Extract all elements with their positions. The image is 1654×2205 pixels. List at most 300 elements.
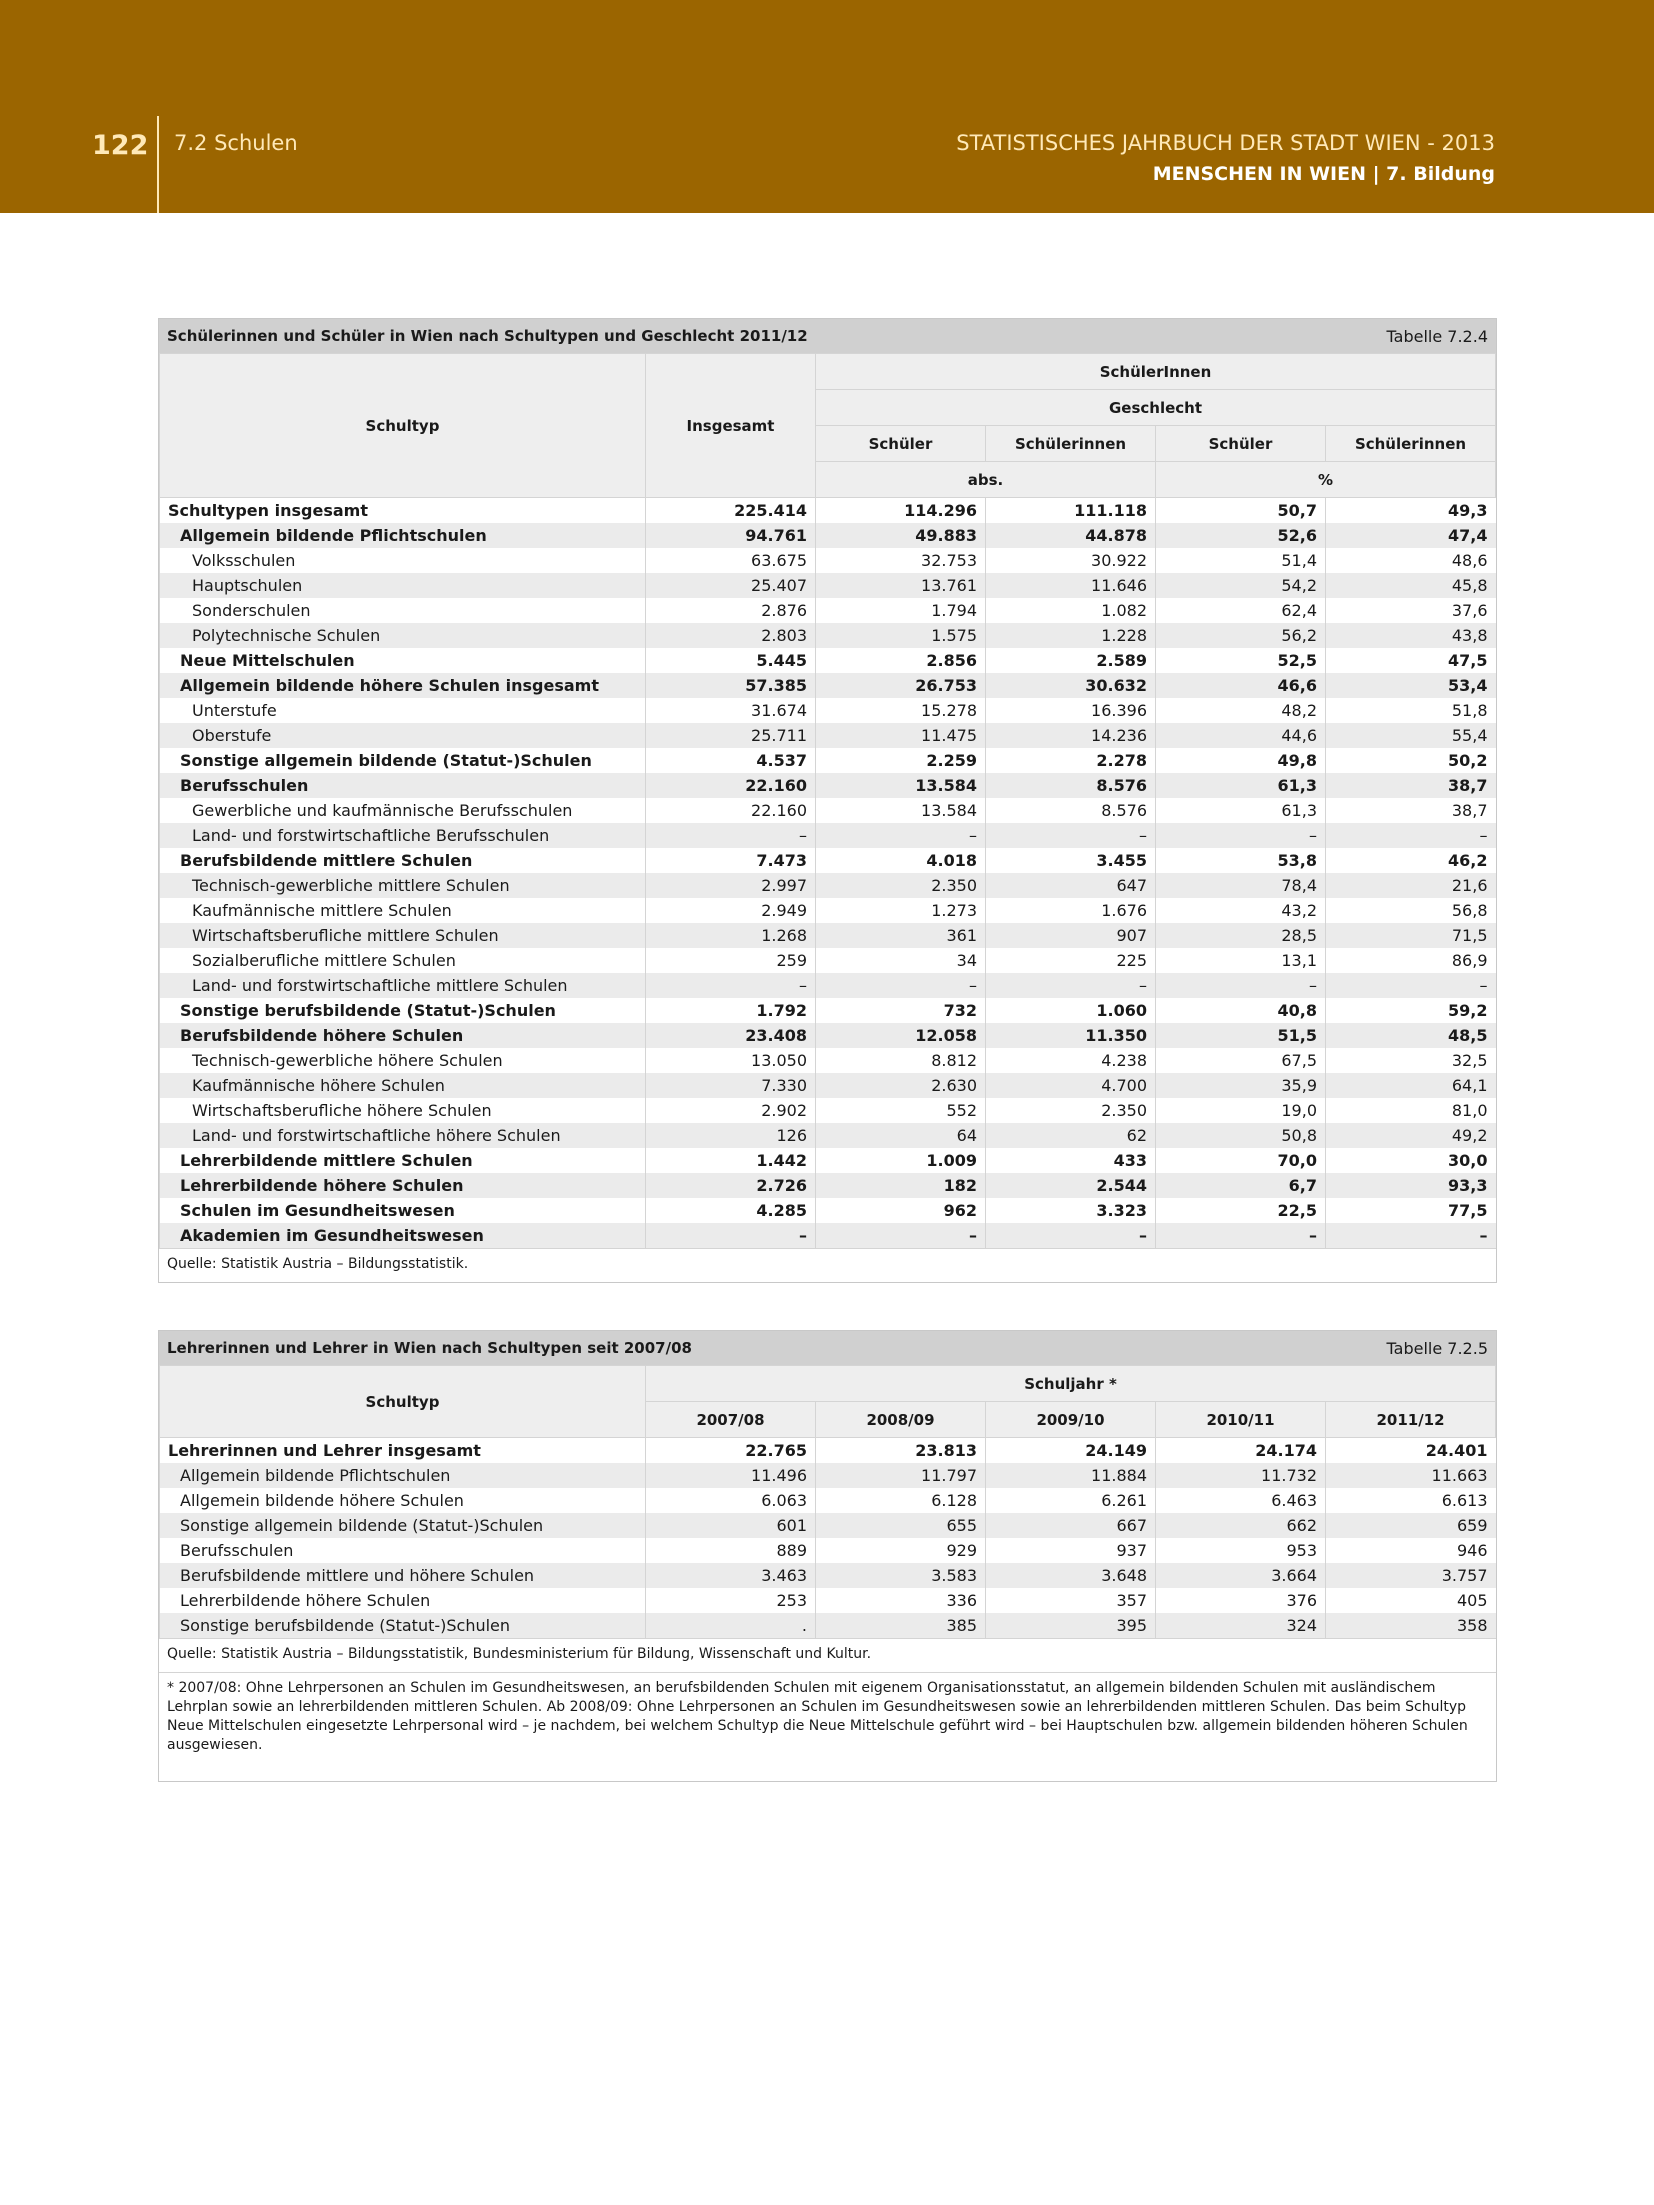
- cell-value: 44.878: [986, 523, 1156, 548]
- cell-value: 40,8: [1156, 998, 1326, 1023]
- cell-value: 1.794: [816, 598, 986, 623]
- row-label: Oberstufe: [160, 723, 646, 748]
- cell-value: 51,8: [1326, 698, 1496, 723]
- table-row: [160, 1538, 1496, 1563]
- cell-value: 47,4: [1326, 523, 1496, 548]
- cell-value: 25.711: [646, 723, 816, 748]
- cell-value: 601: [646, 1513, 816, 1538]
- col-header-year: 2008/09: [816, 1402, 986, 1438]
- cell-value: 937: [986, 1538, 1156, 1563]
- table-row: [160, 898, 1496, 923]
- row-label: Lehrerbildende höhere Schulen: [160, 1173, 646, 1198]
- row-label: Berufsbildende mittlere Schulen: [160, 848, 646, 873]
- cell-value: 6.463: [1156, 1488, 1326, 1513]
- cell-value: 946: [1326, 1538, 1496, 1563]
- row-label: Sonstige berufsbildende (Statut-)Schulen: [160, 1613, 646, 1638]
- cell-value: 11.475: [816, 723, 986, 748]
- cell-value: 46,6: [1156, 673, 1326, 698]
- col-header-insgesamt: Insgesamt: [646, 354, 816, 498]
- table-row: [160, 1563, 1496, 1588]
- cell-value: 929: [816, 1538, 986, 1563]
- table-row: [160, 1223, 1496, 1248]
- table-row: [160, 873, 1496, 898]
- cell-value: 2.726: [646, 1173, 816, 1198]
- cell-value: 57.385: [646, 673, 816, 698]
- cell-value: 47,5: [1326, 648, 1496, 673]
- cell-value: 405: [1326, 1588, 1496, 1613]
- cell-value: 8.576: [986, 773, 1156, 798]
- cell-value: 1.442: [646, 1148, 816, 1173]
- row-label: Allgemein bildende höhere Schulen: [160, 1488, 646, 1513]
- table-row: [160, 1198, 1496, 1223]
- table-row: [160, 498, 1496, 524]
- unit-pct: %: [1156, 462, 1496, 498]
- cell-value: –: [1156, 823, 1326, 848]
- cell-value: 38,7: [1326, 773, 1496, 798]
- table-title: Schülerinnen und Schüler in Wien nach Schultypen und Geschlecht 2011/12: [167, 327, 808, 345]
- cell-value: –: [816, 973, 986, 998]
- table-7-2-5: [158, 1330, 1497, 1782]
- cell-value: 50,2: [1326, 748, 1496, 773]
- cell-value: 64: [816, 1123, 986, 1148]
- cell-value: –: [1326, 973, 1496, 998]
- cell-value: 13.050: [646, 1048, 816, 1073]
- row-label: Land- und forstwirtschaftliche höhere Schulen: [160, 1123, 646, 1148]
- table-row: [160, 598, 1496, 623]
- table-row: [160, 973, 1496, 998]
- cell-value: 56,8: [1326, 898, 1496, 923]
- cell-value: 5.445: [646, 648, 816, 673]
- cell-value: 111.118: [986, 498, 1156, 524]
- cell-value: 732: [816, 998, 986, 1023]
- cell-value: 889: [646, 1538, 816, 1563]
- cell-value: 7.473: [646, 848, 816, 873]
- cell-value: 81,0: [1326, 1098, 1496, 1123]
- table-source: Quelle: Statistik Austria – Bildungsstatistik, Bundesministerium für Bildung, Wissenschaft und Kultur.: [159, 1638, 1496, 1672]
- cell-value: 8.576: [986, 798, 1156, 823]
- table-row: [160, 1148, 1496, 1173]
- cell-value: –: [646, 1223, 816, 1248]
- table-source: Quelle: Statistik Austria – Bildungsstatistik.: [159, 1248, 1496, 1282]
- cell-value: 43,2: [1156, 898, 1326, 923]
- cell-value: 30,0: [1326, 1148, 1496, 1173]
- table-title: Lehrerinnen und Lehrer in Wien nach Schultypen seit 2007/08: [167, 1339, 692, 1357]
- col-header-schueler-pct: Schüler: [1156, 426, 1326, 462]
- cell-value: 78,4: [1156, 873, 1326, 898]
- cell-value: 22.160: [646, 773, 816, 798]
- row-label: Technisch-gewerbliche höhere Schulen: [160, 1048, 646, 1073]
- table-row: [160, 1588, 1496, 1613]
- cell-value: 2.876: [646, 598, 816, 623]
- row-label: Sonstige berufsbildende (Statut-)Schulen: [160, 998, 646, 1023]
- cell-value: 3.463: [646, 1563, 816, 1588]
- cell-value: 4.018: [816, 848, 986, 873]
- cell-value: 32.753: [816, 548, 986, 573]
- page-header: [0, 0, 1654, 213]
- cell-value: 1.082: [986, 598, 1156, 623]
- cell-value: 19,0: [1156, 1098, 1326, 1123]
- cell-value: 12.058: [816, 1023, 986, 1048]
- cell-value: 6.261: [986, 1488, 1156, 1513]
- table-row: [160, 1488, 1496, 1513]
- table-row: [160, 1438, 1496, 1464]
- cell-value: 2.350: [816, 873, 986, 898]
- row-label: Berufsschulen: [160, 773, 646, 798]
- cell-value: 324: [1156, 1613, 1326, 1638]
- cell-value: 45,8: [1326, 573, 1496, 598]
- cell-value: 3.757: [1326, 1563, 1496, 1588]
- cell-value: 2.902: [646, 1098, 816, 1123]
- cell-value: 16.396: [986, 698, 1156, 723]
- row-label: Sonderschulen: [160, 598, 646, 623]
- table-number: Tabelle 7.2.5: [1386, 1338, 1488, 1358]
- cell-value: 2.803: [646, 623, 816, 648]
- table-row: [160, 923, 1496, 948]
- cell-value: 1.676: [986, 898, 1156, 923]
- cell-value: –: [986, 973, 1156, 998]
- table-row: [160, 748, 1496, 773]
- row-label: Allgemein bildende Pflichtschulen: [160, 1463, 646, 1488]
- cell-value: 1.228: [986, 623, 1156, 648]
- col-header-schuelerinnen-pct: Schülerinnen: [1326, 426, 1496, 462]
- row-label: Wirtschaftsberufliche höhere Schulen: [160, 1098, 646, 1123]
- cell-value: 70,0: [1156, 1148, 1326, 1173]
- cell-value: 21,6: [1326, 873, 1496, 898]
- col-header-year: 2009/10: [986, 1402, 1156, 1438]
- cell-value: 52,5: [1156, 648, 1326, 673]
- cell-value: 44,6: [1156, 723, 1326, 748]
- cell-value: 3.583: [816, 1563, 986, 1588]
- cell-value: 357: [986, 1588, 1156, 1613]
- cell-value: 51,4: [1156, 548, 1326, 573]
- cell-value: 55,4: [1326, 723, 1496, 748]
- cell-value: 53,8: [1156, 848, 1326, 873]
- cell-value: 49,3: [1326, 498, 1496, 524]
- row-label: Gewerbliche und kaufmännische Berufsschulen: [160, 798, 646, 823]
- table-rows: [160, 1438, 1496, 1639]
- cell-value: 24.401: [1326, 1438, 1496, 1464]
- row-label: Sonstige allgemein bildende (Statut-)Schulen: [160, 748, 646, 773]
- cell-value: 15.278: [816, 698, 986, 723]
- cell-value: 52,6: [1156, 523, 1326, 548]
- cell-value: 37,6: [1326, 598, 1496, 623]
- cell-value: 4.285: [646, 1198, 816, 1223]
- cell-value: 50,8: [1156, 1123, 1326, 1148]
- table-row: [160, 1173, 1496, 1198]
- cell-value: 67,5: [1156, 1048, 1326, 1073]
- cell-value: 71,5: [1326, 923, 1496, 948]
- cell-value: 3.323: [986, 1198, 1156, 1223]
- col-header-schuelerinnen: Schülerinnen: [986, 426, 1156, 462]
- cell-value: .: [646, 1613, 816, 1638]
- cell-value: 6.128: [816, 1488, 986, 1513]
- cell-value: –: [646, 973, 816, 998]
- cell-value: 3.648: [986, 1563, 1156, 1588]
- cell-value: 22.160: [646, 798, 816, 823]
- table-body: [159, 353, 1496, 1248]
- col-header-year: 2007/08: [646, 1402, 816, 1438]
- cell-value: 552: [816, 1098, 986, 1123]
- cell-value: 11.797: [816, 1463, 986, 1488]
- col-header-geschlecht: Geschlecht: [816, 390, 1496, 426]
- cell-value: –: [986, 1223, 1156, 1248]
- cell-value: 962: [816, 1198, 986, 1223]
- col-header-year: 2011/12: [1326, 1402, 1496, 1438]
- cell-value: –: [986, 823, 1156, 848]
- row-label: Technisch-gewerbliche mittlere Schulen: [160, 873, 646, 898]
- table-row: [160, 1073, 1496, 1098]
- cell-value: 3.455: [986, 848, 1156, 873]
- cell-value: 61,3: [1156, 798, 1326, 823]
- section-title: 7.2 Schulen: [174, 131, 298, 155]
- cell-value: 24.149: [986, 1438, 1156, 1464]
- cell-value: 23.813: [816, 1438, 986, 1464]
- cell-value: 93,3: [1326, 1173, 1496, 1198]
- row-label: Schulen im Gesundheitswesen: [160, 1198, 646, 1223]
- cell-value: 63.675: [646, 548, 816, 573]
- row-label: Allgemein bildende höhere Schulen insgesamt: [160, 673, 646, 698]
- cell-value: 3.664: [1156, 1563, 1326, 1588]
- table-rows: [160, 498, 1496, 1249]
- cell-value: 11.884: [986, 1463, 1156, 1488]
- table-title-bar: [159, 1331, 1496, 1365]
- cell-value: 655: [816, 1513, 986, 1538]
- cell-value: –: [1156, 973, 1326, 998]
- row-label: Akademien im Gesundheitswesen: [160, 1223, 646, 1248]
- cell-value: 22,5: [1156, 1198, 1326, 1223]
- cell-value: 2.949: [646, 898, 816, 923]
- table-row: [160, 698, 1496, 723]
- cell-value: 62,4: [1156, 598, 1326, 623]
- cell-value: 24.174: [1156, 1438, 1326, 1464]
- cell-value: 2.350: [986, 1098, 1156, 1123]
- row-label: Land- und forstwirtschaftliche Berufsschulen: [160, 823, 646, 848]
- table-row: [160, 1613, 1496, 1638]
- table-body: [159, 1365, 1496, 1638]
- row-label: Berufsschulen: [160, 1538, 646, 1563]
- cell-value: 182: [816, 1173, 986, 1198]
- cell-value: 11.496: [646, 1463, 816, 1488]
- table-row: [160, 623, 1496, 648]
- cell-value: 26.753: [816, 673, 986, 698]
- cell-value: 6.613: [1326, 1488, 1496, 1513]
- page-number: 122: [92, 130, 149, 161]
- cell-value: 1.060: [986, 998, 1156, 1023]
- cell-value: 6.063: [646, 1488, 816, 1513]
- row-label: Allgemein bildende Pflichtschulen: [160, 523, 646, 548]
- cell-value: 662: [1156, 1513, 1326, 1538]
- cell-value: 34: [816, 948, 986, 973]
- cell-value: 126: [646, 1123, 816, 1148]
- table-row: [160, 673, 1496, 698]
- cell-value: 395: [986, 1613, 1156, 1638]
- cell-value: 4.537: [646, 748, 816, 773]
- cell-value: 225.414: [646, 498, 816, 524]
- row-label: Kaufmännische höhere Schulen: [160, 1073, 646, 1098]
- col-header-schuelerinnen-group: SchülerInnen: [816, 354, 1496, 390]
- cell-value: 25.407: [646, 573, 816, 598]
- cell-value: 225: [986, 948, 1156, 973]
- cell-value: 49,2: [1326, 1123, 1496, 1148]
- cell-value: 907: [986, 923, 1156, 948]
- row-label: Wirtschaftsberufliche mittlere Schulen: [160, 923, 646, 948]
- cell-value: 4.700: [986, 1073, 1156, 1098]
- cell-value: –: [1326, 823, 1496, 848]
- cell-value: 49.883: [816, 523, 986, 548]
- row-label: Lehrerbildende mittlere Schulen: [160, 1148, 646, 1173]
- row-label: Unterstufe: [160, 698, 646, 723]
- table-row: [160, 648, 1496, 673]
- table-7-2-4: [158, 318, 1497, 1283]
- cell-value: 2.259: [816, 748, 986, 773]
- cell-value: 659: [1326, 1513, 1496, 1538]
- cell-value: 23.408: [646, 1023, 816, 1048]
- cell-value: 2.589: [986, 648, 1156, 673]
- cell-value: 1.792: [646, 998, 816, 1023]
- table-row: [160, 573, 1496, 598]
- row-label: Berufsbildende höhere Schulen: [160, 1023, 646, 1048]
- cell-value: 358: [1326, 1613, 1496, 1638]
- cell-value: 2.278: [986, 748, 1156, 773]
- cell-value: 13.584: [816, 773, 986, 798]
- table-row: [160, 998, 1496, 1023]
- cell-value: 48,6: [1326, 548, 1496, 573]
- cell-value: 1.268: [646, 923, 816, 948]
- cell-value: 14.236: [986, 723, 1156, 748]
- table-row: [160, 948, 1496, 973]
- row-label: Neue Mittelschulen: [160, 648, 646, 673]
- cell-value: 8.812: [816, 1048, 986, 1073]
- table-row: [160, 1048, 1496, 1073]
- cell-value: 32,5: [1326, 1048, 1496, 1073]
- unit-abs: abs.: [816, 462, 1156, 498]
- cell-value: 336: [816, 1588, 986, 1613]
- cell-value: 13.761: [816, 573, 986, 598]
- cell-value: 77,5: [1326, 1198, 1496, 1223]
- cell-value: 2.544: [986, 1173, 1156, 1198]
- cell-value: 433: [986, 1148, 1156, 1173]
- cell-value: 6,7: [1156, 1173, 1326, 1198]
- col-header-schultyp: Schultyp: [160, 354, 646, 498]
- row-label: Berufsbildende mittlere und höhere Schulen: [160, 1563, 646, 1588]
- cell-value: 30.922: [986, 548, 1156, 573]
- row-label: Kaufmännische mittlere Schulen: [160, 898, 646, 923]
- cell-value: 11.663: [1326, 1463, 1496, 1488]
- cell-value: 48,5: [1326, 1023, 1496, 1048]
- cell-value: 30.632: [986, 673, 1156, 698]
- table-row: [160, 548, 1496, 573]
- cell-value: 51,5: [1156, 1023, 1326, 1048]
- cell-value: 4.238: [986, 1048, 1156, 1073]
- row-label: Lehrerinnen und Lehrer insgesamt: [160, 1438, 646, 1464]
- cell-value: 2.856: [816, 648, 986, 673]
- cell-value: 114.296: [816, 498, 986, 524]
- row-label: Schultypen insgesamt: [160, 498, 646, 524]
- col-header-schueler: Schüler: [816, 426, 986, 462]
- cell-value: 86,9: [1326, 948, 1496, 973]
- cell-value: 11.350: [986, 1023, 1156, 1048]
- cell-value: 31.674: [646, 698, 816, 723]
- table-row: [160, 848, 1496, 873]
- col-header-year: 2010/11: [1156, 1402, 1326, 1438]
- cell-value: 13,1: [1156, 948, 1326, 973]
- cell-value: 667: [986, 1513, 1156, 1538]
- cell-value: 259: [646, 948, 816, 973]
- table-row: [160, 773, 1496, 798]
- cell-value: 53,4: [1326, 673, 1496, 698]
- cell-value: 11.646: [986, 573, 1156, 598]
- row-label: Sozialberufliche mittlere Schulen: [160, 948, 646, 973]
- cell-value: 13.584: [816, 798, 986, 823]
- table-row: [160, 723, 1496, 748]
- cell-value: 62: [986, 1123, 1156, 1148]
- chapter-title: MENSCHEN IN WIEN | 7. Bildung: [1152, 163, 1495, 185]
- cell-value: 2.630: [816, 1073, 986, 1098]
- row-label: Land- und forstwirtschaftliche mittlere Schulen: [160, 973, 646, 998]
- cell-value: 59,2: [1326, 998, 1496, 1023]
- table-row: [160, 1098, 1496, 1123]
- table-row: [160, 798, 1496, 823]
- table-row: [160, 523, 1496, 548]
- header-divider: [157, 116, 159, 213]
- cell-value: –: [1326, 1223, 1496, 1248]
- cell-value: 35,9: [1156, 1073, 1326, 1098]
- cell-value: 38,7: [1326, 798, 1496, 823]
- cell-value: 54,2: [1156, 573, 1326, 598]
- cell-value: 56,2: [1156, 623, 1326, 648]
- row-label: Lehrerbildende höhere Schulen: [160, 1588, 646, 1613]
- cell-value: 361: [816, 923, 986, 948]
- col-header-schuljahr: Schuljahr *: [646, 1366, 1496, 1402]
- table-row: [160, 1023, 1496, 1048]
- cell-value: 64,1: [1326, 1073, 1496, 1098]
- table-row: [160, 823, 1496, 848]
- cell-value: 376: [1156, 1588, 1326, 1613]
- table-number: Tabelle 7.2.4: [1386, 326, 1488, 346]
- table-row: [160, 1513, 1496, 1538]
- cell-value: 28,5: [1156, 923, 1326, 948]
- cell-value: –: [816, 823, 986, 848]
- table-row: [160, 1123, 1496, 1148]
- cell-value: 11.732: [1156, 1463, 1326, 1488]
- cell-value: 647: [986, 873, 1156, 898]
- table-row: [160, 1463, 1496, 1488]
- cell-value: 1.575: [816, 623, 986, 648]
- table-footnote: * 2007/08: Ohne Lehrpersonen an Schulen im Gesundheitswesen, an berufsbildenden Schulen mit eigenem Organisationsstatut, an allgemein bildenden Schulen mit ausländischem Lehrplan sowie an lehrerbildenden mittleren Schulen. Ab 2008/09: Ohne Lehrpersonen an Schulen im Gesundheitswesen sowie an lehrerbildenden mittleren Schulen. Das beim Schultyp Neue Mittelschulen eingesetzte Lehrpersonal wird – je nachdem, bei welchem Schultyp die Neue Mittelschule geführt wird – bei Hauptschulen bzw. allgemein bildenden höheren Schulen ausgewiesen.: [159, 1672, 1496, 1781]
- cell-value: 61,3: [1156, 773, 1326, 798]
- cell-value: 22.765: [646, 1438, 816, 1464]
- cell-value: 43,8: [1326, 623, 1496, 648]
- cell-value: –: [646, 823, 816, 848]
- cell-value: 7.330: [646, 1073, 816, 1098]
- cell-value: 48,2: [1156, 698, 1326, 723]
- col-header-schultyp: Schultyp: [160, 1366, 646, 1438]
- cell-value: –: [1156, 1223, 1326, 1248]
- cell-value: 253: [646, 1588, 816, 1613]
- cell-value: –: [816, 1223, 986, 1248]
- cell-value: 46,2: [1326, 848, 1496, 873]
- cell-value: 1.009: [816, 1148, 986, 1173]
- cell-value: 953: [1156, 1538, 1326, 1563]
- cell-value: 94.761: [646, 523, 816, 548]
- cell-value: 50,7: [1156, 498, 1326, 524]
- cell-value: 385: [816, 1613, 986, 1638]
- row-label: Volksschulen: [160, 548, 646, 573]
- row-label: Hauptschulen: [160, 573, 646, 598]
- publication-title: STATISTISCHES JAHRBUCH DER STADT WIEN - 2013: [956, 131, 1495, 155]
- table-title-bar: [159, 319, 1496, 353]
- cell-value: 1.273: [816, 898, 986, 923]
